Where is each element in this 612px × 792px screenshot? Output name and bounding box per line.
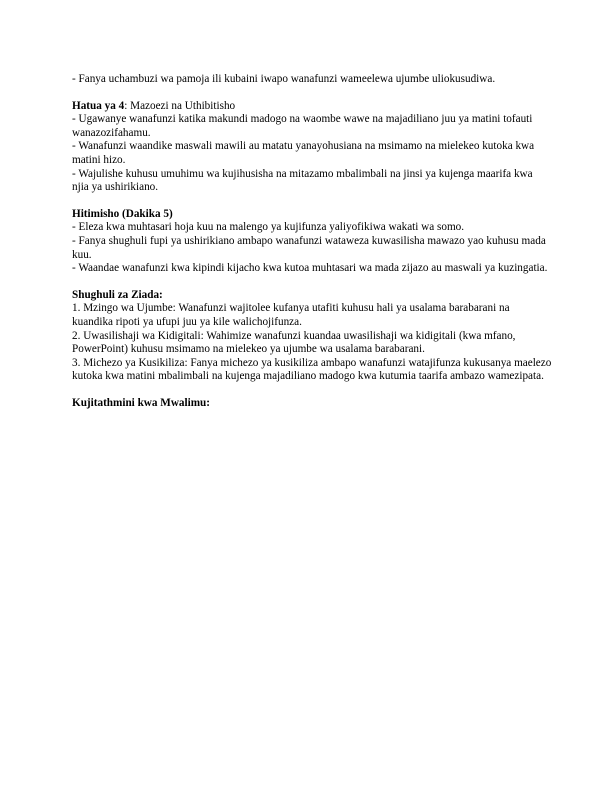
step4-heading-rest: : Mazoezi na Uthibitisho <box>124 99 236 112</box>
self-eval-heading <box>72 397 552 411</box>
intro-line: - Fanya uchambuzi wa pamoja ili kubaini iwapo wanafunzi wameelewa ujumbe uliokusudiwa. <box>72 73 496 85</box>
step4-item-3: - Wajulishe kuhusu umuhimu wa kujihusisha na mitazamo mbalimbali na jinsi ya kujenga maarifa kwa njia ya ushirikiano. <box>72 167 533 194</box>
step4-heading-bold: Hatua ya 4 <box>72 99 125 112</box>
conclusion-item-3: - Waandae wanafunzi kwa kipindi kijacho kwa kutoa muhtasari wa mada zijazo au maswali ya kuzingatia. <box>72 262 548 275</box>
extra-heading <box>72 289 552 303</box>
step4-item-1: - Ugawanye wanafunzi katika makundi madogo na waombe wawe na majadiliano juu ya matini tofauti wanazozifahamu. <box>72 113 533 139</box>
extra-item-1: 1. Mzingo wa Ujumbe: Wanafunzi wajitolee kufanya utafiti kuhusu hali ya usalama barabarani na kuandika ripoti ya ufupi juu ya kile walichojifunza. <box>72 302 510 328</box>
step4-item-2: - Wanafunzi waandike maswali mawili au matatu yanayohusiana na msimamo na mielekeo kutoka kwa matini hizo. <box>72 140 535 166</box>
extra-heading-text: Shughuli za Ziada: <box>72 288 163 301</box>
conclusion-item-2: - Fanya shughuli fupi ya ushirikiano ambapo wanafunzi wataweza kuwasilisha mawazo yao kuhusu mada kuu. <box>72 234 546 261</box>
self-eval-heading-text: Kujitathmini kwa Mwalimu: <box>72 396 210 409</box>
conclusion-heading <box>72 208 552 222</box>
extra-item-3: 3. Michezo ya Kusikiliza: Fanya michezo ya kusikiliza ambapo wanafunzi watajifunza kukusanya maelezo kutoka kwa matini mbalimbali na kujenga majadiliano madogo kwa kutumia taarifa ambazo wamezipata. <box>72 356 552 383</box>
extra-item-2: 2. Uwasilishaji wa Kidigitali: Wahimize wanafunzi kuandaa uwasilishaji wa kidigitali (kwa mfano, PowerPoint) kuhusu msimamo na mielekeo ya ujumbe wa usalama barabarani. <box>72 329 516 356</box>
conclusion-heading-text: Hitimisho (Dakika 5) <box>72 207 173 220</box>
step4-heading <box>72 100 552 114</box>
conclusion-item-1: - Eleza kwa muhtasari hoja kuu na malengo ya kujifunza yaliyofikiwa wakati wa somo. <box>72 221 465 234</box>
